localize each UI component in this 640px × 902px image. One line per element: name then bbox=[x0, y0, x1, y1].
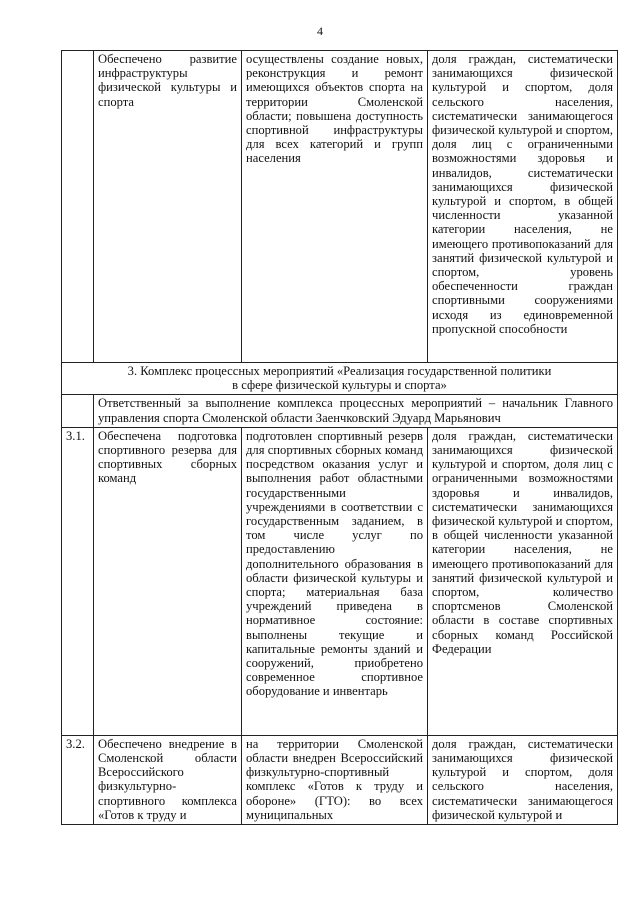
page-number: 4 bbox=[317, 24, 323, 38]
row-number: 3.1. bbox=[62, 427, 94, 735]
description-cell: осуществлены создание новых, реконструкция и ремонт имеющихся объектов спорта на территории Смоленской области; повышена доступность спортивной инфраструктуры для всех категорий и групп населения bbox=[242, 51, 428, 363]
measures-table bbox=[61, 50, 618, 825]
expected-result-cell: Обеспечено внедрение в Смоленской области Всероссийского физкультурно-спортивного комплекса «Готов к труду и bbox=[94, 735, 242, 824]
indicators-cell: доля граждан, систематически занимающихся физической культурой и спортом, доля сельского населения, систематически занимающегося физической культурой и bbox=[428, 735, 618, 824]
description-cell: на территории Смоленской области внедрен Всероссийский физкультурно-спортивный комплекс «Готов к труду и обороне» (ГТО): во всех муниципальных bbox=[242, 735, 428, 824]
section-title bbox=[62, 363, 618, 395]
expected-result-cell: Обеспечено развитие инфраструктуры физической культуры и спорта bbox=[94, 51, 242, 363]
expected-result-cell: Обеспечена подготовка спортивного резерва для спортивных сборных команд bbox=[94, 427, 242, 735]
table-row bbox=[62, 735, 618, 824]
section-title-line-2: в сфере физической культуры и спорта» bbox=[232, 378, 447, 393]
indicators-cell: доля граждан, систематически занимающихся физической культурой и спортом, доля лиц с ограниченными возможностями здоровья и инвалидов, систематически занимающихся физической культурой и спортом, в общей численности указанной категории населения, не имеющего противопоказаний для занятий физической культурой и спортом, количество спортсменов Смоленской области в составе спортивных сборных команд Российской Федерации bbox=[428, 427, 618, 735]
responsible-text: Ответственный за выполнение комплекса процессных мероприятий – начальник Главного управления спорта Смоленской области Заенчковский Эдуард Марьянович bbox=[94, 395, 618, 427]
section-title-row bbox=[62, 363, 618, 395]
table-row bbox=[62, 51, 618, 363]
description-cell: подготовлен спортивный резерв для спортивных сборных команд посредством оказания услуг и выполнения работ областными государственными учреждениями в соответствии с государственным заданием, в том числе услуг по предоставлению дополнительного образования в области физической культуры и спорта; материальная база учреждений приведена в нормативное состояние: выполнены текущие и капитальные ремонты зданий и сооружений, приобретено современное спортивное оборудование и инвентарь bbox=[242, 427, 428, 735]
section-title-line-1: 3. Комплекс процессных мероприятий «Реализация государственной политики bbox=[127, 364, 552, 378]
responsible-row bbox=[62, 395, 618, 427]
indicators-cell: доля граждан, систематически занимающихся физической культурой и спортом, доля сельского населения, систематически занимающегося физической культурой и спортом, доля лиц с ограниченными возможностями здоровья и инвалидов, систематически занимающихся физической культурой и спортом, в общей численности указанной категории населения, не имеющего противопоказаний для занятий физической культурой и спортом, уровень обеспеченности граждан спортивными сооружениями исходя из единовременной пропускной способности bbox=[428, 51, 618, 363]
table-row bbox=[62, 427, 618, 735]
row-number: 3.2. bbox=[62, 735, 94, 824]
row-number bbox=[62, 51, 94, 363]
